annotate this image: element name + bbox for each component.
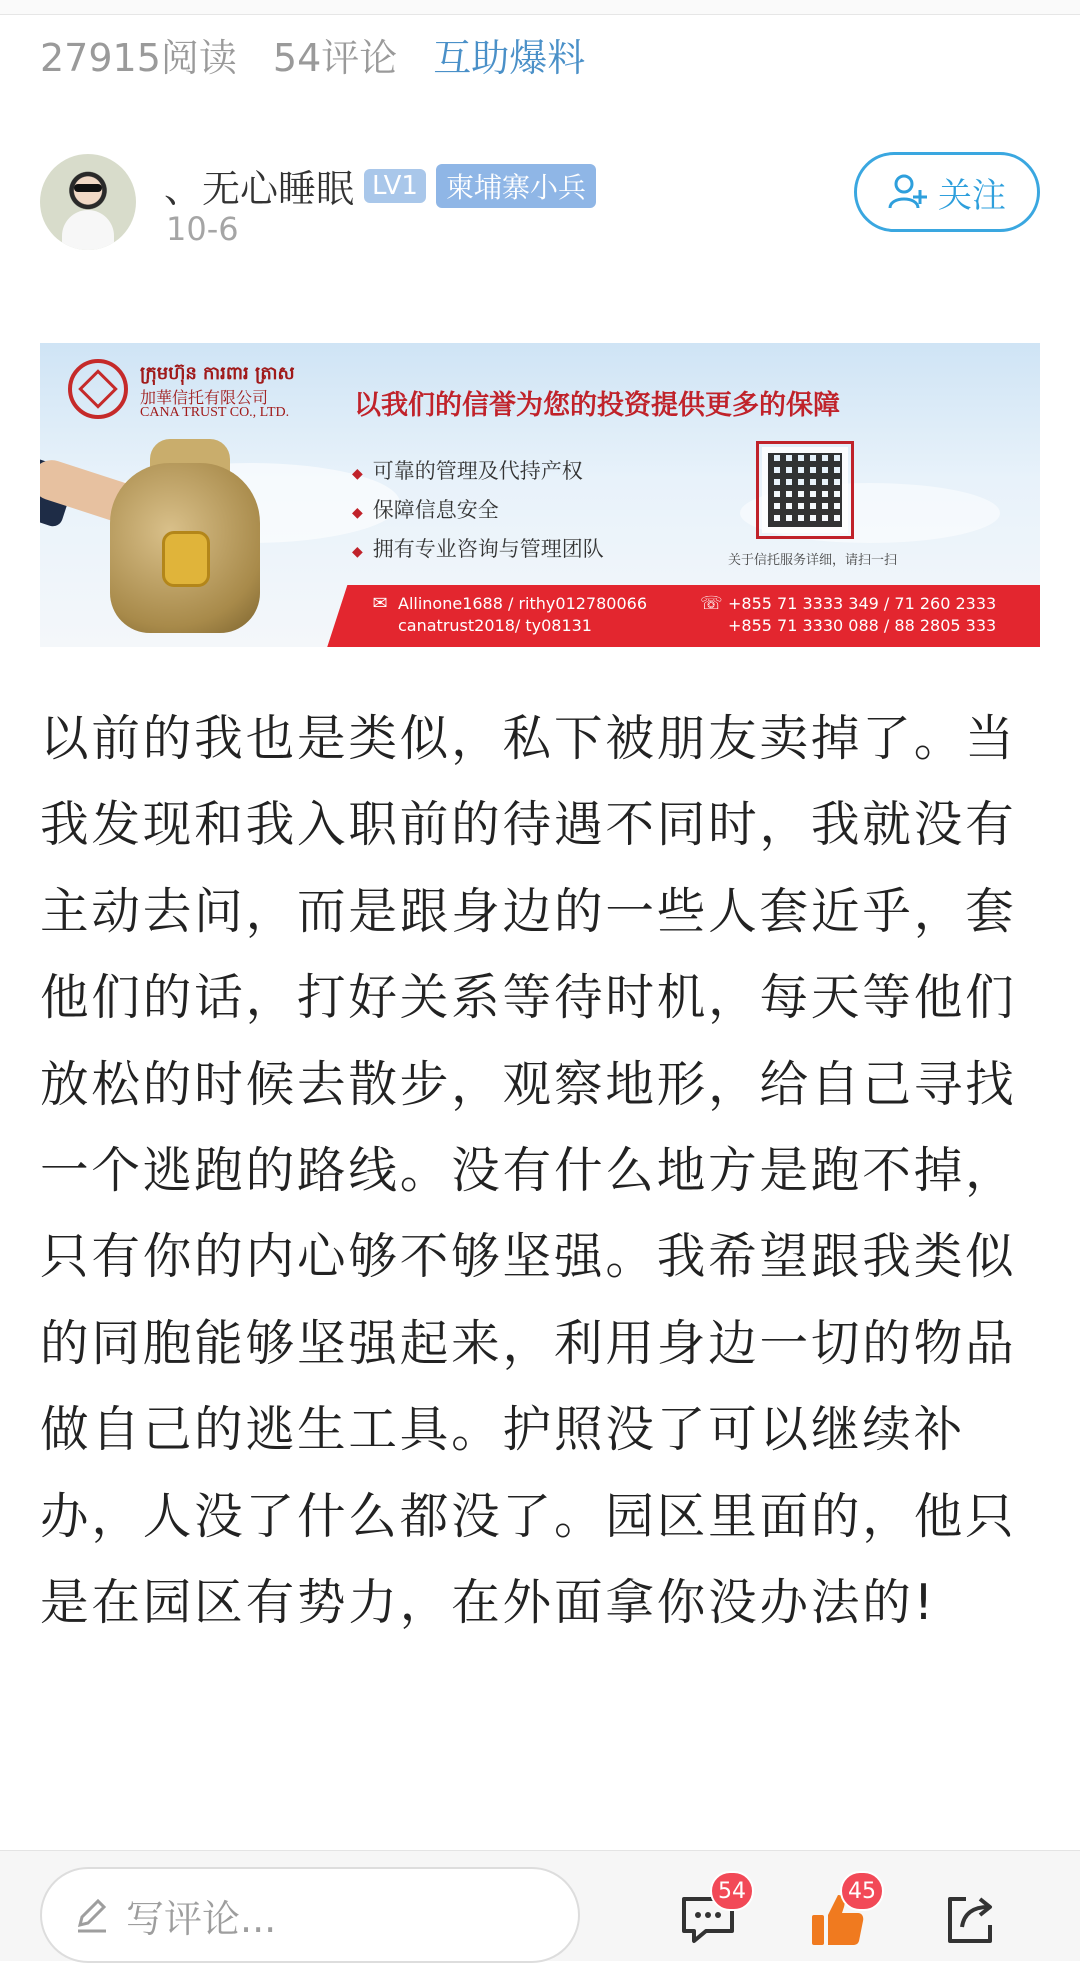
post-date: 10-6 <box>166 210 239 248</box>
phone-line-1: +855 71 3333 349 / 71 260 2333 <box>728 594 997 613</box>
article-stats <box>40 24 585 84</box>
add-user-icon <box>888 172 928 212</box>
padlock-icon <box>162 531 210 587</box>
title-badge: 柬埔寨小兵 <box>436 164 596 208</box>
comment-input[interactable] <box>40 1867 580 1963</box>
ad-headline: 以我们的信誉为您的投资提供更多的保障 <box>354 390 840 421</box>
qr-code <box>768 453 842 527</box>
avatar[interactable] <box>40 154 136 250</box>
level-badge: LV1 <box>364 169 426 203</box>
ad-banner[interactable] <box>40 343 1040 647</box>
phone-contacts <box>700 593 996 637</box>
ad-khmer-name: ក្រុមហ៊ុន ការពារ ត្រាស <box>140 363 295 384</box>
avatar-glasses <box>74 184 102 192</box>
comment-placeholder: 写评论... <box>126 1896 277 1941</box>
author-header <box>40 150 1040 260</box>
ad-bullet: ◆ 拥有专业咨询与管理团队 <box>352 531 604 570</box>
wechat-line-2: canatrust2018/ ty08131 <box>398 616 592 635</box>
qr-note: 关于信托服务详细，请扫一扫 <box>728 553 898 568</box>
comment-count-badge: 54 <box>710 1871 754 1911</box>
ad-bullet: ◆ 可靠的管理及代持产权 <box>352 453 604 492</box>
topic-tag[interactable]: 互助爆料 <box>433 35 586 80</box>
wechat-line-1: Allinone1688 / rithy012780066 <box>398 594 647 613</box>
read-count: 27915阅读 <box>40 35 237 80</box>
ad-cn-company: 加華信托有限公司 <box>140 388 269 407</box>
share-button[interactable] <box>938 1887 1002 1951</box>
follow-button[interactable] <box>854 152 1040 232</box>
phone-icon: ☏ <box>700 593 723 614</box>
bottom-action-bar <box>0 1850 1080 1961</box>
ad-bullet: ◆ 保障信息安全 <box>352 492 604 531</box>
avatar-shirt <box>62 210 114 250</box>
author-name[interactable]: 、无心睡眠 <box>164 167 355 211</box>
share-icon <box>938 1887 1002 1951</box>
top-divider <box>0 0 1080 15</box>
phone-line-2: +855 71 3330 088 / 88 2805 333 <box>728 616 997 635</box>
company-logo <box>68 359 128 419</box>
comments-button[interactable] <box>676 1878 746 1951</box>
wechat-contacts <box>370 593 647 637</box>
ad-bullet-list <box>352 453 604 570</box>
post-body: 以前的我也是类似，私下被朋友卖掉了。当我发现和我入职前的待遇不同时，我就没有主动去问，而是跟身边的一些人套近乎，套他们的话，打好关系等待时机，每天等他们放松的时候去散步，观察地形，给自己寻找一个逃跑的路线。没有什么地方是跑不掉，只有你的内心够不够坚强。我希望跟我类似的同胞能够坚强起来，利用身边一切的物品做自己的逃生工具。护照没了可以继续补办，人没了什么都没了。园区里面的，他只是在园区有势力，在外面拿你没办法的! <box>40 711 1017 1632</box>
author-name-row <box>164 158 596 213</box>
wechat-icon: ✉ <box>372 593 388 614</box>
like-count-badge: 45 <box>840 1871 884 1911</box>
ad-en-company: CANA TRUST CO., LTD. <box>140 405 290 420</box>
pencil-icon <box>72 1895 112 1935</box>
like-button[interactable] <box>806 1878 876 1951</box>
comment-count-text: 54评论 <box>272 35 398 80</box>
follow-label: 关注 <box>938 175 1006 216</box>
